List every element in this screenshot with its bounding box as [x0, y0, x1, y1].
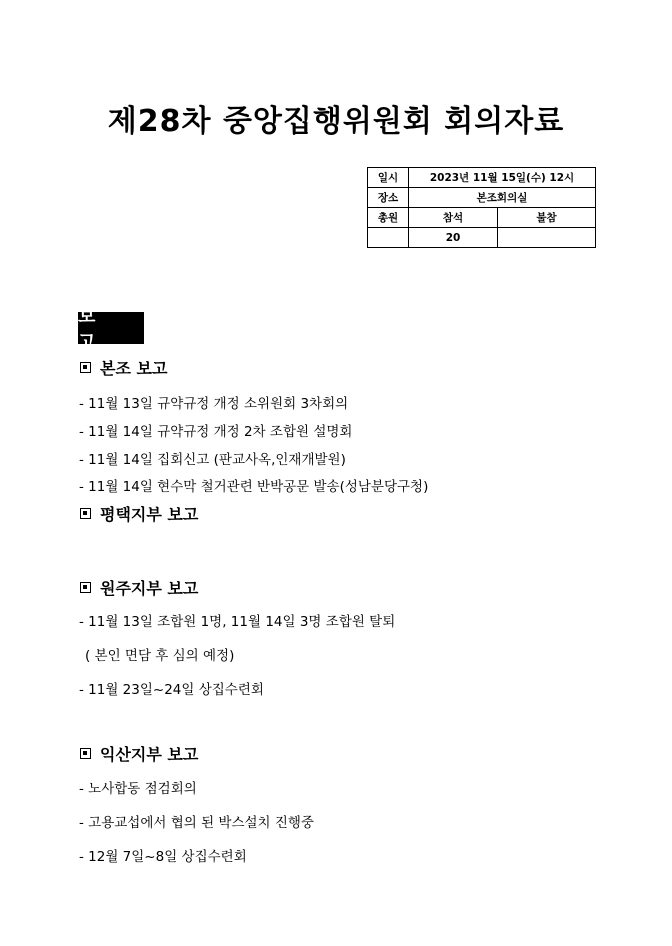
- pyeongtaek-report-heading-text: 평택지부 보고: [100, 505, 199, 524]
- wonju-report-heading-text: 원주지부 보고: [100, 579, 199, 598]
- report-section-heading: 보 고: [78, 312, 144, 344]
- checkbox-bullet-icon: [80, 362, 91, 373]
- absent-value: [498, 228, 596, 248]
- hq-report-heading: [80, 356, 167, 379]
- list-item: - 12월 7일~8일 상집수련회: [79, 849, 247, 865]
- place-value: 본조회의실: [409, 188, 596, 208]
- list-item: - 11월 13일 조합원 1명, 11월 14일 3명 조합원 탈퇴: [79, 614, 396, 630]
- hq-report-heading-text: 본조 보고: [100, 359, 168, 378]
- attend-value: 20: [409, 228, 498, 248]
- list-item: - 노사합동 점검회의: [79, 781, 197, 797]
- members-label: 총원: [368, 208, 409, 228]
- checkbox-bullet-icon: [80, 582, 91, 593]
- list-item: ( 본인 면담 후 심의 예정): [85, 648, 235, 664]
- iksan-report-heading-text: 익산지부 보고: [100, 745, 199, 764]
- absent-label: 불참: [498, 208, 596, 228]
- attendance-header-row: [368, 208, 596, 228]
- iksan-report-heading: [80, 742, 198, 765]
- attend-label: 참석: [409, 208, 498, 228]
- document-title: 제28차 중앙집행위원회 회의자료: [107, 104, 565, 139]
- place-label: 장소: [368, 188, 409, 208]
- pyeongtaek-report-heading: [80, 502, 198, 525]
- date-label: 일시: [368, 168, 409, 188]
- checkbox-bullet-icon: [80, 508, 91, 519]
- attendance-value-row: [368, 228, 596, 248]
- place-row: [368, 188, 596, 208]
- date-value: 2023년 11월 15일(수) 12시: [409, 168, 596, 188]
- members-value: [368, 228, 409, 248]
- date-row: [368, 168, 596, 188]
- wonju-report-heading: [80, 576, 198, 599]
- list-item: - 11월 14일 규약규정 개정 2차 조합원 설명회: [79, 424, 353, 440]
- meeting-info-table: [367, 167, 596, 248]
- checkbox-bullet-icon: [80, 748, 91, 759]
- list-item: - 11월 23일~24일 상집수련회: [79, 682, 264, 698]
- list-item: - 고용교섭에서 협의 된 박스설치 진행중: [79, 815, 314, 831]
- list-item: - 11월 14일 현수막 철거관련 반박공문 발송(성남분당구청): [79, 479, 429, 495]
- list-item: - 11월 13일 규약규정 개정 소위원회 3차회의: [79, 396, 349, 412]
- list-item: - 11월 14일 집회신고 (판교사옥,인재개발원): [79, 452, 346, 468]
